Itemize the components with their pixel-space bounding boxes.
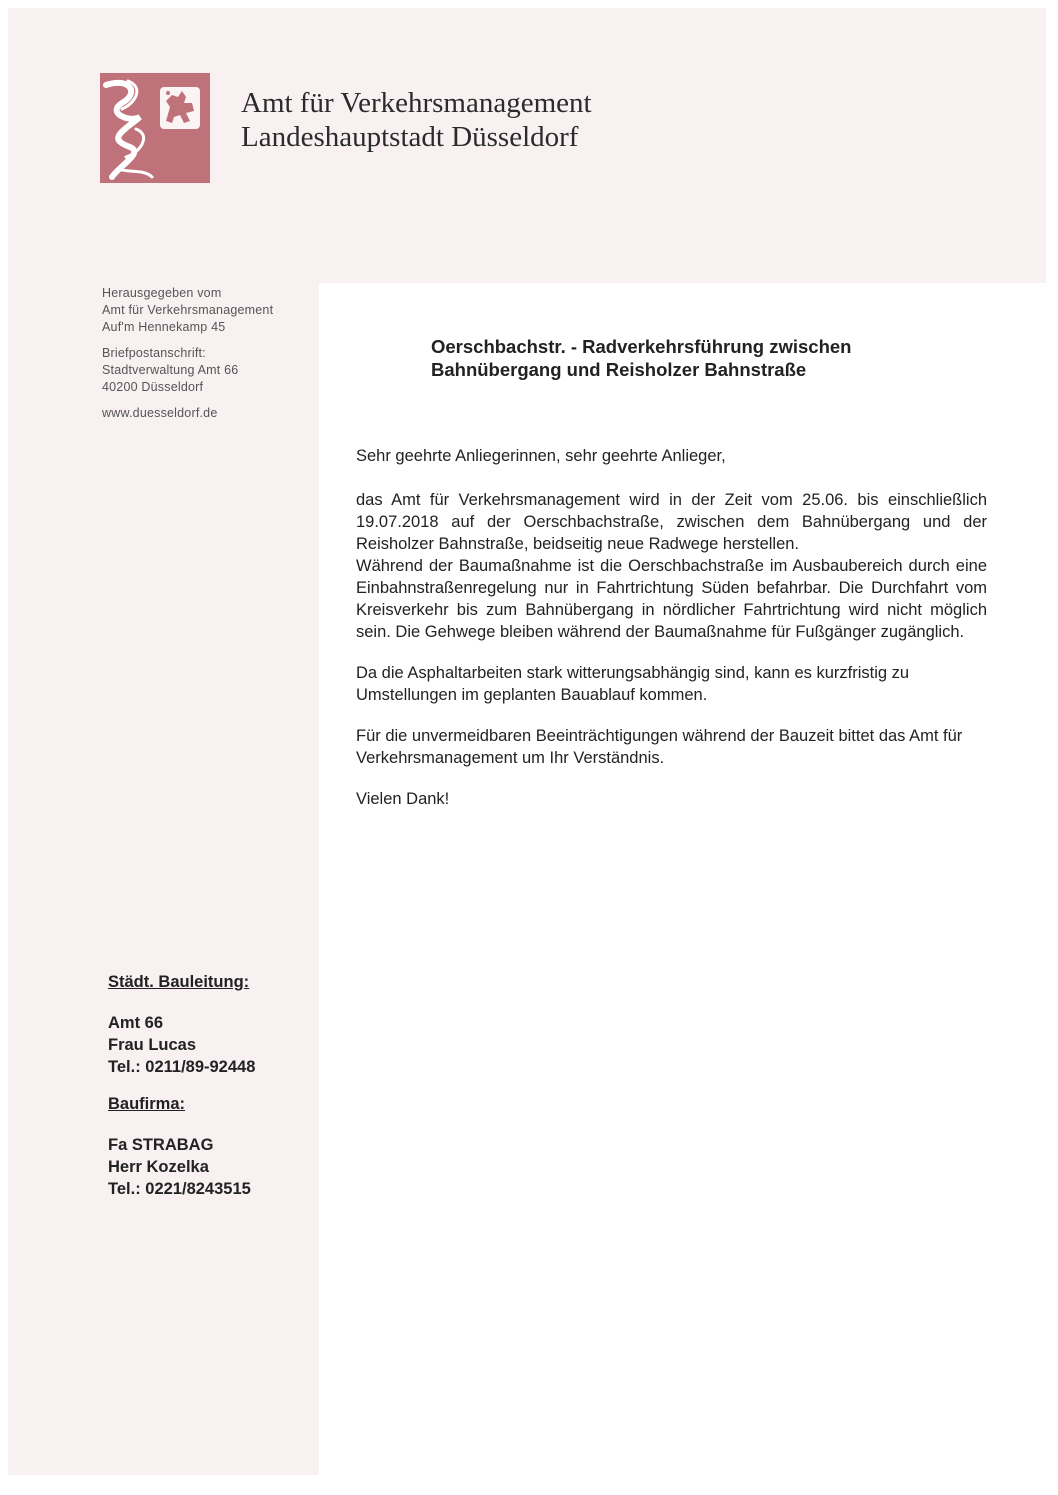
body-paragraph-1: das Amt für Verkehrsmanagement wird in der Zeit vom 25.06. bis einschließlich 19.07.2018 auf der Oerschbachstraße, zwischen dem Bahnübergang und der Reisholzer Bahnstraße, beidseitig neue Radwege herstellen. <box>356 491 987 553</box>
issued-by-line-1: Herausgegeben vom <box>102 286 222 300</box>
postal-address-line-2: 40200 Düsseldorf <box>102 380 204 394</box>
organization-line-2: Landeshauptstadt Düsseldorf <box>241 121 579 153</box>
site-management-line-2: Frau Lucas <box>108 1036 197 1054</box>
contractor-details <box>108 1134 255 1200</box>
site-management-details <box>108 1012 255 1078</box>
contractor-phone: Tel.: 0221/8243515 <box>108 1180 251 1198</box>
organization-line-1: Amt für Verkehrsmanagement <box>241 87 592 119</box>
letter-subject <box>431 335 991 381</box>
issued-by-line-2: Amt für Verkehrsmanagement <box>102 303 274 317</box>
body-paragraph-3: Da die Asphaltarbeiten stark witterungsabhängig sind, kann es kurzfristig zu Umstellungen im geplanten Bauablauf kommen. <box>356 664 910 704</box>
subject-line-2: Bahnübergang und Reisholzer Bahnstraße <box>431 359 807 380</box>
site-management-heading: Städt. Bauleitung: <box>108 973 250 991</box>
postal-address-label: Briefpostanschrift: <box>102 346 206 360</box>
contractor-line-1: Fa STRABAG <box>108 1136 214 1154</box>
sender-address-block <box>102 285 273 422</box>
issued-by-line-3: Auf'm Hennekamp 45 <box>102 320 226 334</box>
contact-block <box>108 971 255 1200</box>
site-management-phone: Tel.: 0211/89-92448 <box>108 1058 256 1076</box>
city-logo-icon <box>100 73 210 183</box>
subject-line-1: Oerschbachstr. - Radverkehrsführung zwischen <box>431 336 852 357</box>
closing: Vielen Dank! <box>356 790 450 808</box>
body-paragraph-4: Für die unvermeidbaren Beeinträchtigungen während der Bauzeit bittet das Amt für Verkehrsmanagement um Ihr Verständnis. <box>356 727 963 767</box>
sidebar-band <box>8 283 319 1475</box>
postal-address-line-1: Stadtverwaltung Amt 66 <box>102 363 239 377</box>
salutation: Sehr geehrte Anliegerinnen, sehr geehrte Anlieger, <box>356 447 726 465</box>
contractor-heading: Baufirma: <box>108 1095 186 1113</box>
body-paragraph-2: Während der Baumaßnahme ist die Oerschbachstraße im Ausbaubereich durch eine Einbahnstraßenregelung nur in Fahrtrichtung Süden befahrbar. Die Durchfahrt vom Kreisverkehr bis zum Bahnübergang in nördlicher Fahrtrichtung wird nicht möglich sein. Die Gehwege bleiben während der Baumaßnahme für Fußgänger zugänglich. <box>356 557 987 641</box>
letter-body <box>356 445 987 810</box>
contractor-line-2: Herr Kozelka <box>108 1158 209 1176</box>
website-link[interactable]: www.duesseldorf.de <box>102 406 218 420</box>
site-management-line-1: Amt 66 <box>108 1014 164 1032</box>
organization-name <box>241 86 592 154</box>
